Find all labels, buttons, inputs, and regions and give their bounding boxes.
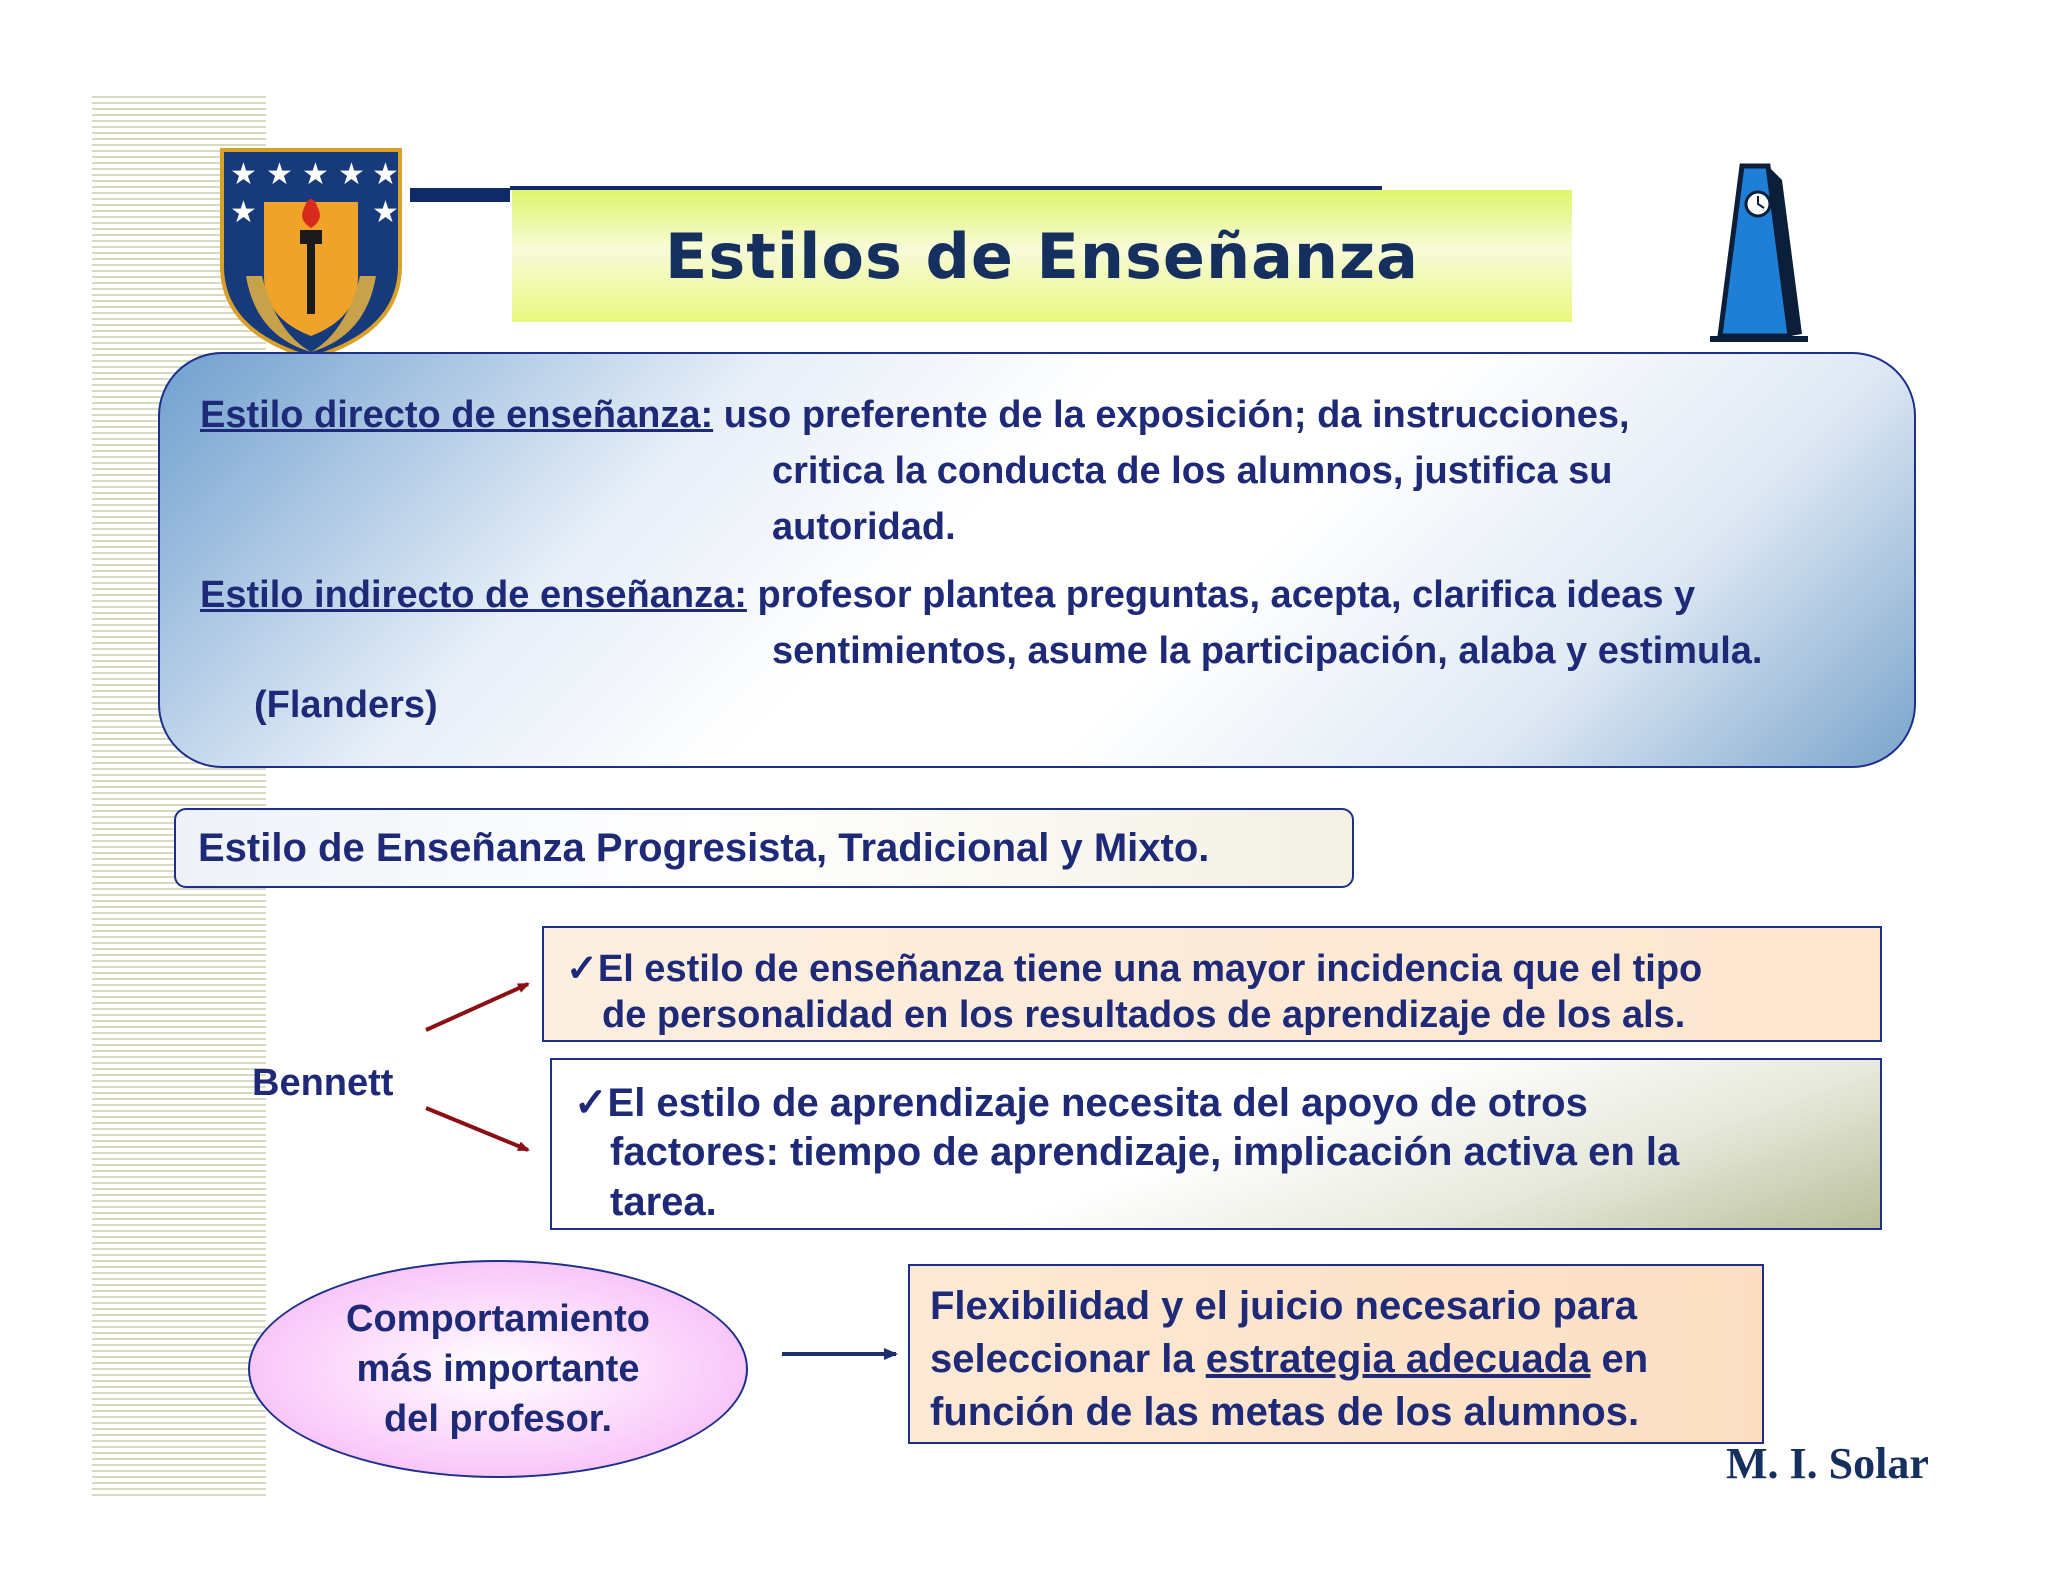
direct-style-label: Estilo directo de enseñanza: — [200, 394, 714, 436]
arrow-to-point-2 — [426, 1108, 528, 1150]
author-signature: M. I. Solar — [1726, 1439, 1929, 1488]
check-icon: ✓ — [574, 1081, 608, 1125]
indirect-style-row — [200, 574, 1695, 617]
flexibility-box — [908, 1264, 1764, 1444]
flexibility-line-2-post: en — [1590, 1337, 1649, 1381]
indirect-style-label: Estilo indirecto de enseñanza: — [200, 574, 747, 616]
teacher-behavior-line-3: del profesor. — [383, 1398, 613, 1440]
teacher-behavior-line-2: más importante — [356, 1348, 640, 1390]
flanders-citation: (Flanders) — [254, 684, 438, 726]
progressive-style-box — [174, 808, 1354, 888]
svg-text:★: ★ — [338, 157, 365, 192]
bennett-point-2-text-1: El estilo de aprendizaje necesita del apoyo de otros — [607, 1081, 1588, 1125]
progressive-style-text: Estilo de Enseñanza Progresista, Tradicional y Mixto. — [198, 825, 1210, 870]
svg-text:★: ★ — [266, 157, 293, 192]
page-title: Estilos de Enseñanza — [665, 219, 1419, 293]
flexibility-line-3: función de las metas de los alumnos. — [930, 1390, 1640, 1434]
bennett-point-1-line-2: de personalidad en los resultados de aprendizaje de los als. — [602, 994, 1686, 1036]
svg-text:★: ★ — [230, 195, 257, 230]
arrow-to-point-1 — [426, 984, 528, 1030]
direct-style-text-3: autoridad. — [772, 506, 956, 548]
svg-text:★: ★ — [302, 157, 329, 192]
header-rule-thick — [410, 188, 510, 202]
bennett-point-1-line-1 — [566, 946, 1702, 991]
teacher-behavior-line-1: Comportamiento — [346, 1298, 650, 1340]
bennett-point-2-line-2: factores: tiempo de aprendizaje, implicación activa en la — [610, 1130, 1680, 1174]
bennett-label: Bennett — [252, 1062, 394, 1104]
direct-style-text-1: uso preferente de la exposición; da instrucciones, — [723, 394, 1630, 436]
bennett-point-1-text-1: El estilo de enseñanza tiene una mayor incidencia que el tipo — [597, 948, 1703, 990]
title-banner — [512, 190, 1572, 322]
bennett-point-2-line-3: tarea. — [610, 1180, 717, 1224]
check-icon: ✓ — [566, 948, 598, 990]
bennett-point-2-line-1 — [574, 1080, 1588, 1126]
direct-style-text-2: critica la conducta de los alumnos, justifica su — [772, 450, 1613, 492]
strategy-emphasis: estrategia adecuada — [1205, 1337, 1591, 1381]
university-crest-logo — [216, 146, 406, 362]
direct-style-row — [200, 394, 1630, 437]
teacher-behavior-ellipse — [248, 1260, 748, 1478]
svg-text:★: ★ — [372, 157, 399, 192]
svg-text:★: ★ — [372, 195, 399, 230]
flexibility-line-1: Flexibilidad y el juicio necesario para — [930, 1284, 1637, 1328]
indirect-style-text-1: profesor plantea preguntas, acepta, clarifica ideas y — [757, 574, 1696, 616]
svg-text:★: ★ — [230, 157, 257, 192]
indirect-style-text-2: sentimientos, asume la participación, alaba y estimula. — [772, 630, 1763, 672]
flexibility-line-2 — [930, 1333, 1762, 1386]
flexibility-line-2-pre: seleccionar la — [930, 1337, 1206, 1381]
clock-tower-logo — [1690, 160, 1820, 346]
